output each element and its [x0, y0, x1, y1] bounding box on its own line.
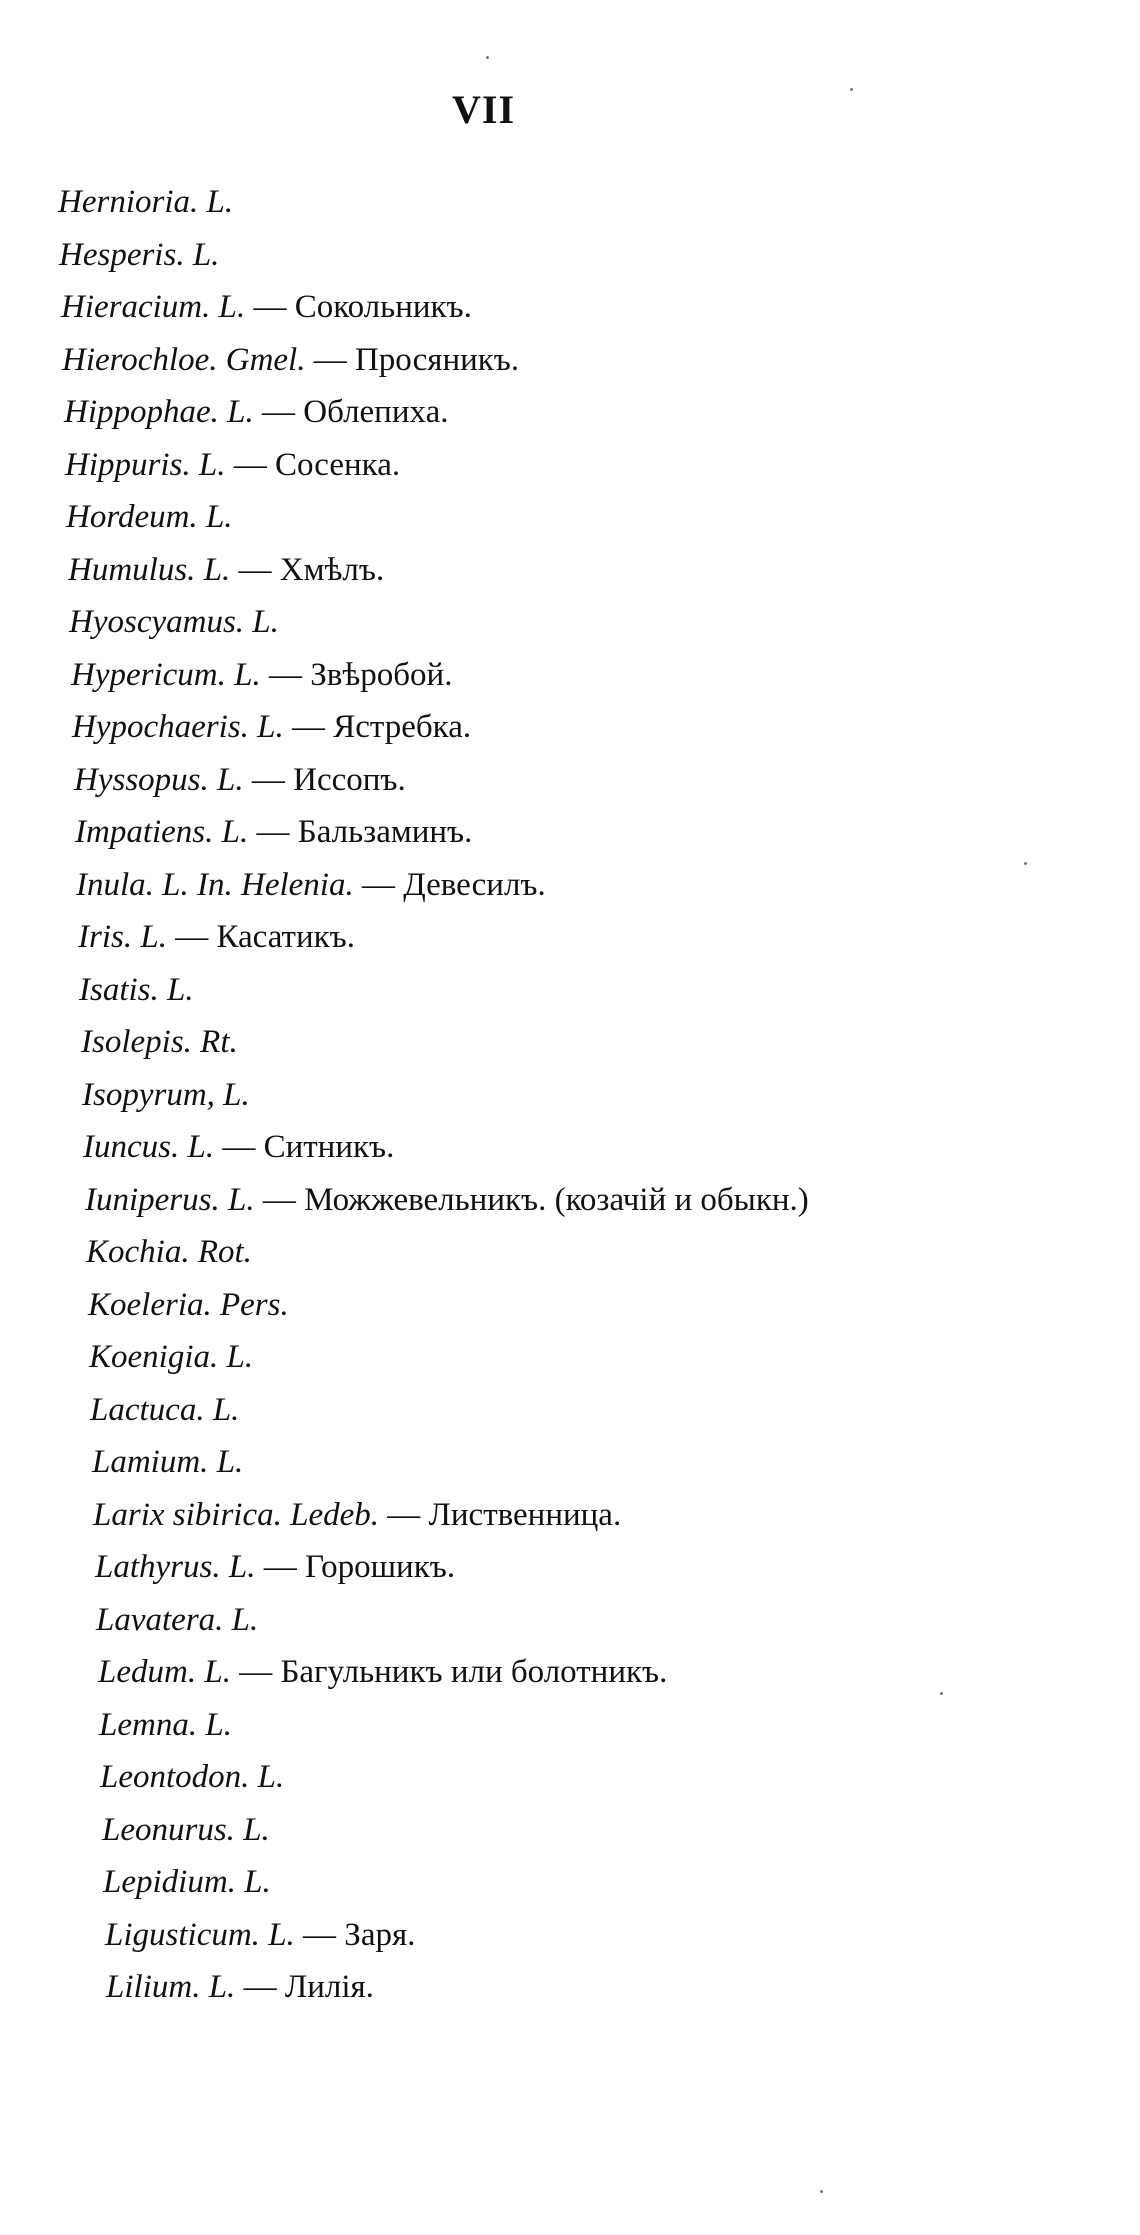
print-speck — [486, 56, 489, 59]
latin-genus-name: Hernioria. — [58, 184, 199, 220]
plant-entry — [102, 1810, 270, 1850]
russian-common-name: Хмѣлъ. — [279, 552, 385, 588]
plant-entry — [81, 1022, 238, 1062]
em-dash-separator: — — [248, 814, 298, 850]
author-abbreviation: L. — [140, 919, 167, 955]
em-dash-separator: — — [214, 1129, 264, 1165]
author-abbreviation: L. — [226, 1339, 254, 1375]
author-abbreviation: L. — [228, 1182, 255, 1218]
author-abbreviation: L. — [187, 1129, 215, 1165]
latin-genus-name: Hyssopus. — [74, 762, 209, 798]
author-abbreviation: L. — [204, 1654, 231, 1690]
latin-genus-name: Hypochaeris. — [72, 709, 249, 745]
russian-common-name: Лилія. — [284, 1969, 374, 2005]
latin-genus-name: Hippuris. — [65, 447, 191, 483]
latin-genus-name: Lactuca. — [90, 1392, 205, 1428]
plant-entry — [89, 1337, 253, 1377]
author-abbreviation: L. — [208, 1969, 236, 2005]
latin-genus-name: Lepidium. — [103, 1864, 236, 1900]
latin-genus-name: Koenigia. — [89, 1339, 219, 1375]
print-speck — [1024, 862, 1027, 865]
plant-entry — [75, 812, 472, 852]
plant-entry — [64, 392, 448, 432]
plant-entry — [72, 707, 471, 747]
plant-entry — [90, 1390, 239, 1430]
plant-entry — [88, 1285, 289, 1325]
author-abbreviation: L. — [268, 1917, 295, 1953]
author-abbreviation: L. — [205, 1707, 232, 1743]
author-abbreviation: L. — [212, 1392, 240, 1428]
russian-common-name: Девесилъ. — [403, 867, 546, 903]
plant-entry — [96, 1600, 258, 1640]
latin-genus-name: Lamium. — [92, 1444, 209, 1480]
latin-genus-name: Kochia. — [86, 1234, 190, 1270]
latin-genus-name: Ledum. — [98, 1654, 197, 1690]
latin-genus-name: Lathyrus. — [95, 1549, 221, 1585]
latin-genus-name: Leontodon. — [100, 1759, 250, 1795]
russian-common-name: Касатикъ. — [216, 919, 355, 955]
page-number: VII — [452, 87, 516, 132]
author-abbreviation: L. — [221, 814, 249, 850]
latin-genus-name: Lavatera. — [96, 1602, 224, 1638]
print-speck — [820, 2190, 823, 2193]
plant-entry — [93, 1495, 621, 1535]
author-abbreviation: Ledeb. — [290, 1497, 380, 1533]
plant-entry — [103, 1862, 271, 1902]
russian-common-name: Сокольникъ. — [294, 289, 472, 325]
em-dash-separator: — — [245, 289, 295, 325]
plant-entry — [82, 1075, 250, 1115]
author-abbreviation: L. — [217, 762, 244, 798]
em-dash-separator: — — [230, 1654, 281, 1690]
author-abbreviation: L. — [257, 709, 284, 745]
plant-entry — [76, 865, 546, 905]
latin-genus-name: Koeleria. — [88, 1287, 212, 1323]
em-dash-separator: — — [255, 1549, 305, 1585]
russian-common-name: Заря. — [344, 1917, 416, 1953]
author-abbreviation: L. — [216, 1444, 244, 1480]
latin-genus-name: Ligusticum. — [105, 1917, 260, 1953]
em-dash-separator: — — [260, 657, 311, 693]
author-abbreviation: L. — [205, 499, 233, 535]
russian-common-name: Багульникъ или болотникъ. — [280, 1654, 668, 1690]
russian-common-name: Ситникъ. — [263, 1129, 395, 1165]
em-dash-separator: — — [283, 709, 334, 745]
em-dash-separator: — — [243, 762, 294, 798]
author-abbreviation: Pers. — [219, 1287, 289, 1323]
russian-common-name: Лиственница. — [428, 1497, 622, 1533]
russian-common-name: Звѣробой. — [310, 657, 453, 693]
latin-genus-name: Isopyrum, — [82, 1077, 215, 1113]
plant-entry — [69, 602, 279, 642]
russian-common-name: Ястребка. — [333, 709, 472, 745]
em-dash-separator: — — [294, 1917, 345, 1953]
russian-common-name: Иссопъ. — [293, 762, 406, 798]
latin-genus-name: Lemna. — [99, 1707, 198, 1743]
plant-entry — [68, 550, 384, 590]
plant-entry — [105, 1915, 415, 1955]
author-abbreviation: L. — [206, 184, 234, 220]
plant-entry — [65, 445, 400, 485]
latin-genus-name: Impatiens. — [75, 814, 214, 850]
plant-entry — [62, 340, 519, 380]
plant-entry — [95, 1547, 455, 1587]
author-abbreviation: L. — [218, 289, 246, 325]
russian-common-name: Бальзаминъ. — [297, 814, 473, 850]
author-abbreviation: L. — [228, 1549, 256, 1585]
latin-genus-name: Hyoscyamus. — [69, 604, 245, 640]
em-dash-separator: — — [166, 919, 217, 955]
plant-entry — [86, 1232, 252, 1272]
author-abbreviation: L. — [243, 1812, 270, 1848]
latin-genus-name: Iuniperus. — [85, 1182, 220, 1218]
latin-genus-name: Isolepis. — [81, 1024, 192, 1060]
print-speck — [940, 1692, 943, 1695]
plant-entry — [61, 287, 472, 327]
russian-common-name: Облепиха. — [303, 394, 449, 430]
russian-common-name: Просяникъ. — [354, 342, 520, 378]
author-abbreviation: L. — [231, 1602, 259, 1638]
author-abbreviation: L. — [257, 1759, 285, 1795]
latin-genus-name: Inula. — [76, 867, 154, 903]
author-abbreviation: Gmel. — [225, 342, 306, 378]
em-dash-separator: — — [235, 1969, 285, 2005]
latin-genus-name: Lilium. — [106, 1969, 201, 2005]
plant-entry — [92, 1442, 243, 1482]
author-abbreviation: L. — [167, 972, 194, 1008]
latin-genus-name: Hieracium. — [61, 289, 211, 325]
latin-genus-name: Leonurus. — [102, 1812, 235, 1848]
em-dash-separator: — — [230, 552, 280, 588]
author-abbreviation: L. — [223, 1077, 250, 1113]
author-abbreviation: L. — [203, 552, 231, 588]
latin-genus-name: Hypericum. — [71, 657, 226, 693]
latin-genus-name: Humulus. — [68, 552, 196, 588]
author-abbreviation: L. — [227, 394, 254, 430]
em-dash-separator: — — [254, 1182, 305, 1218]
latin-genus-name: Hierochloe. — [62, 342, 218, 378]
plant-entry — [71, 655, 452, 695]
author-abbreviation: L. — [198, 447, 226, 483]
plant-entry — [79, 970, 194, 1010]
plant-entry — [85, 1180, 809, 1220]
author-abbreviation: Rot. — [197, 1234, 252, 1270]
latin-genus-name: Isatis. — [79, 972, 159, 1008]
author-abbreviation: L. — [234, 657, 261, 693]
author-abbreviation: Rt. — [200, 1024, 238, 1060]
em-dash-separator: — — [353, 867, 404, 903]
plant-entry — [100, 1757, 284, 1797]
em-dash-separator: — — [253, 394, 304, 430]
latin-genus-name: Iuncus. — [83, 1129, 180, 1165]
plant-entry — [106, 1967, 374, 2007]
latin-genus-name: Hippophae. — [64, 394, 219, 430]
em-dash-separator: — — [305, 342, 355, 378]
plant-entry — [98, 1652, 667, 1692]
em-dash-separator: — — [225, 447, 275, 483]
plant-entry — [99, 1705, 232, 1745]
print-speck — [850, 88, 853, 91]
author-abbreviation: L. In. Helenia. — [162, 867, 354, 903]
plant-entry — [58, 182, 233, 222]
plant-entry — [83, 1127, 394, 1167]
russian-common-name: Можжевельникъ. (козачій и обыкн.) — [304, 1182, 809, 1218]
author-abbreviation: L. — [192, 237, 220, 273]
latin-genus-name: Iris. — [78, 919, 133, 955]
plant-entry — [66, 497, 233, 537]
author-abbreviation: L. — [252, 604, 279, 640]
plant-entry — [59, 235, 219, 275]
latin-genus-name: Larix sibirica. — [93, 1497, 282, 1533]
russian-common-name: Горошикъ. — [304, 1549, 456, 1585]
plant-entry — [74, 760, 406, 800]
plant-entry — [78, 917, 355, 957]
em-dash-separator: — — [379, 1497, 429, 1533]
latin-genus-name: Hesperis. — [59, 237, 185, 273]
author-abbreviation: L. — [244, 1864, 271, 1900]
russian-common-name: Сосенка. — [274, 447, 401, 483]
latin-genus-name: Hordeum. — [66, 499, 198, 535]
